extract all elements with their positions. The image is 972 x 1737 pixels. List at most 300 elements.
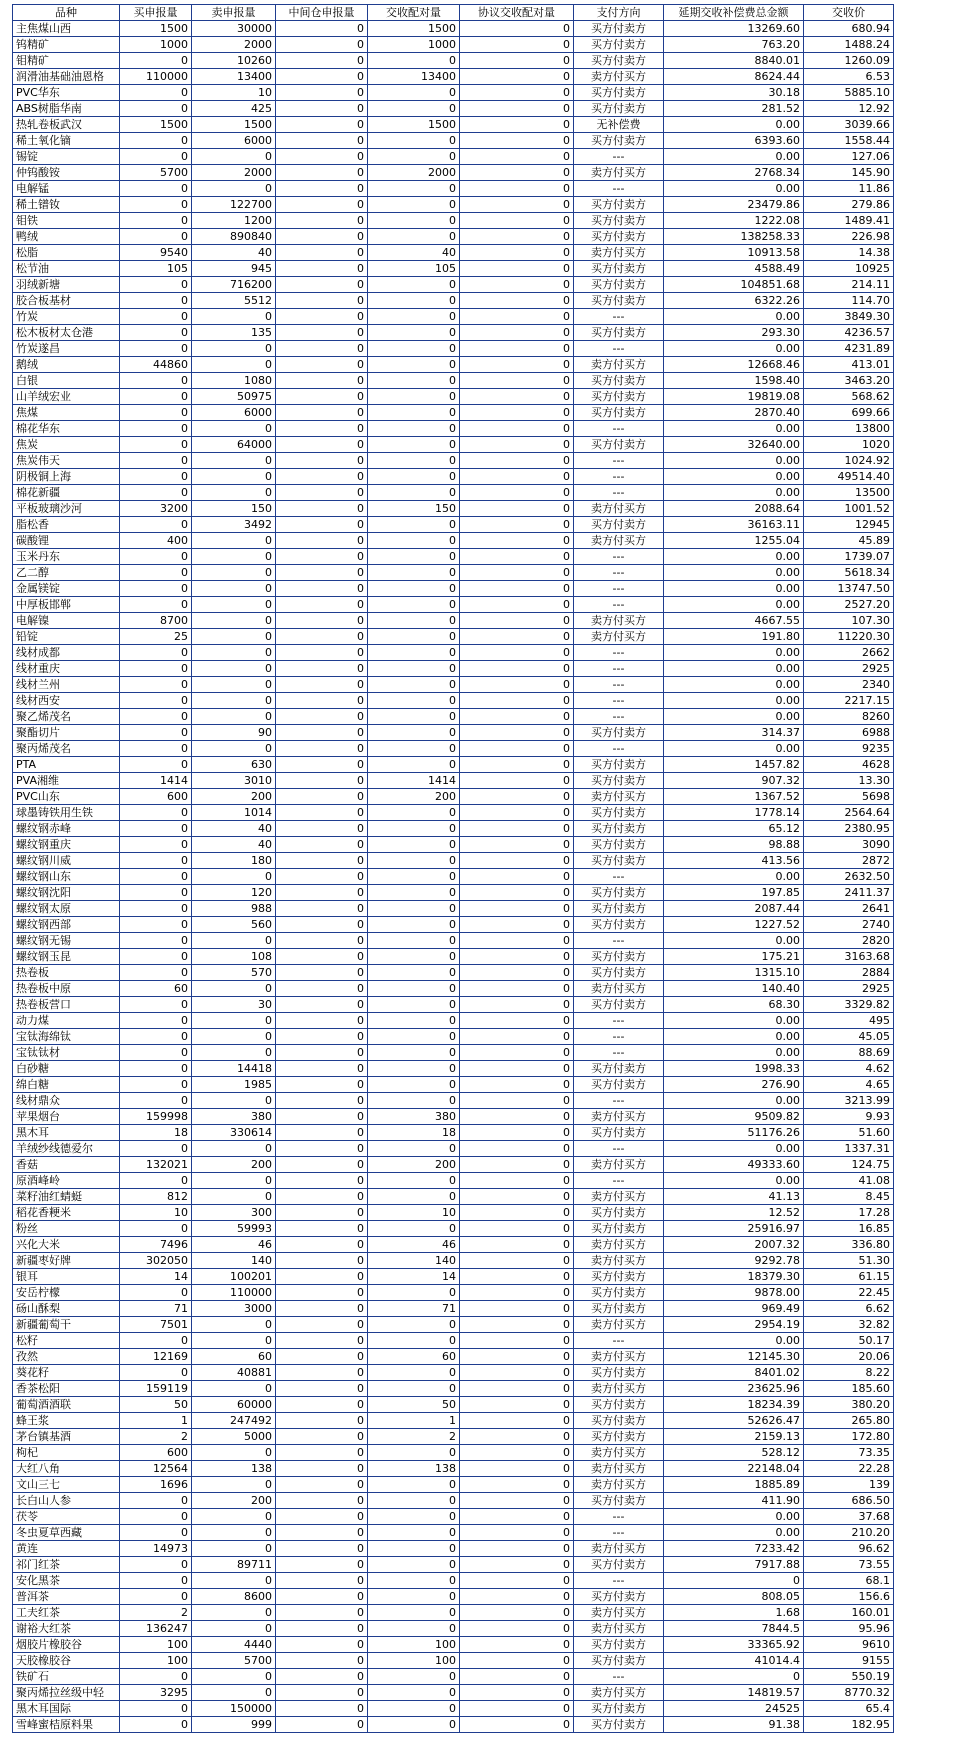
compensation-cell: 6322.26 <box>664 293 804 309</box>
product-name-cell: PVC华东 <box>13 85 120 101</box>
buy-qty-cell: 14 <box>120 1269 192 1285</box>
header-agree: 协议交收配对量 <box>460 5 574 21</box>
sell-qty-cell: 10260 <box>192 53 276 69</box>
mid-qty-cell: 0 <box>276 133 368 149</box>
buy-qty-cell: 136247 <box>120 1621 192 1637</box>
mid-qty-cell: 0 <box>276 1157 368 1173</box>
agree-qty-cell: 0 <box>460 421 574 437</box>
compensation-cell: 1.68 <box>664 1605 804 1621</box>
match-qty-cell: 0 <box>368 1173 460 1189</box>
product-name-cell: 羽绒新塘 <box>13 277 120 293</box>
match-qty-cell: 0 <box>368 997 460 1013</box>
buy-qty-cell: 132021 <box>120 1157 192 1173</box>
match-qty-cell: 0 <box>368 85 460 101</box>
compensation-cell: 1222.08 <box>664 213 804 229</box>
product-name-cell: 黑木耳 <box>13 1125 120 1141</box>
buy-qty-cell: 1000 <box>120 37 192 53</box>
sell-qty-cell: 200 <box>192 1157 276 1173</box>
sell-qty-cell: 89711 <box>192 1557 276 1573</box>
compensation-cell: 2954.19 <box>664 1317 804 1333</box>
agree-qty-cell: 0 <box>460 1445 574 1461</box>
compensation-cell: 4588.49 <box>664 261 804 277</box>
mid-qty-cell: 0 <box>276 277 368 293</box>
agree-qty-cell: 0 <box>460 1397 574 1413</box>
compensation-cell: 91.38 <box>664 1717 804 1733</box>
agree-qty-cell: 0 <box>460 405 574 421</box>
match-qty-cell: 0 <box>368 1509 460 1525</box>
match-qty-cell: 200 <box>368 1157 460 1173</box>
buy-qty-cell: 0 <box>120 1013 192 1029</box>
match-qty-cell: 100 <box>368 1653 460 1669</box>
product-name-cell: 脂松香 <box>13 517 120 533</box>
sell-qty-cell: 0 <box>192 1477 276 1493</box>
mid-qty-cell: 0 <box>276 1413 368 1429</box>
sell-qty-cell: 0 <box>192 677 276 693</box>
delivery-price-cell: 49514.40 <box>804 469 894 485</box>
buy-qty-cell: 3295 <box>120 1685 192 1701</box>
pay-direction-cell: 买方付卖方 <box>574 1269 664 1285</box>
buy-qty-cell: 0 <box>120 677 192 693</box>
mid-qty-cell: 0 <box>276 517 368 533</box>
delivery-price-cell: 14.38 <box>804 245 894 261</box>
pay-direction-cell: 买方付卖方 <box>574 53 664 69</box>
pay-direction-cell: 买方付卖方 <box>574 837 664 853</box>
mid-qty-cell: 0 <box>276 1637 368 1653</box>
delivery-price-cell: 41.08 <box>804 1173 894 1189</box>
pay-direction-cell: 买方付卖方 <box>574 901 664 917</box>
product-name-cell: 松籽 <box>13 1333 120 1349</box>
compensation-cell: 0 <box>664 1669 804 1685</box>
match-qty-cell: 0 <box>368 1605 460 1621</box>
buy-qty-cell: 0 <box>120 1525 192 1541</box>
agree-qty-cell: 0 <box>460 1253 574 1269</box>
table-row <box>13 869 894 885</box>
agree-qty-cell: 0 <box>460 1221 574 1237</box>
agree-qty-cell: 0 <box>460 149 574 165</box>
product-name-cell: 雪峰蜜桔原料果 <box>13 1717 120 1733</box>
pay-direction-cell: 买方付卖方 <box>574 197 664 213</box>
buy-qty-cell: 0 <box>120 853 192 869</box>
pay-direction-cell: --- <box>574 549 664 565</box>
match-qty-cell: 13400 <box>368 69 460 85</box>
product-name-cell: 长白山人参 <box>13 1493 120 1509</box>
buy-qty-cell: 302050 <box>120 1253 192 1269</box>
mid-qty-cell: 0 <box>276 453 368 469</box>
agree-qty-cell: 0 <box>460 1541 574 1557</box>
match-qty-cell: 0 <box>368 1333 460 1349</box>
table-row <box>13 1013 894 1029</box>
match-qty-cell: 0 <box>368 933 460 949</box>
match-qty-cell: 14 <box>368 1269 460 1285</box>
table-row <box>13 373 894 389</box>
mid-qty-cell: 0 <box>276 1701 368 1717</box>
agree-qty-cell: 0 <box>460 1717 574 1733</box>
buy-qty-cell: 18 <box>120 1125 192 1141</box>
product-name-cell: 钼精矿 <box>13 53 120 69</box>
match-qty-cell: 0 <box>368 885 460 901</box>
buy-qty-cell: 0 <box>120 341 192 357</box>
table-row <box>13 245 894 261</box>
buy-qty-cell: 0 <box>120 149 192 165</box>
agree-qty-cell: 0 <box>460 789 574 805</box>
pay-direction-cell: --- <box>574 1173 664 1189</box>
delivery-price-cell: 17.28 <box>804 1205 894 1221</box>
delivery-price-cell: 3163.68 <box>804 949 894 965</box>
compensation-cell: 23625.96 <box>664 1381 804 1397</box>
table-row <box>13 85 894 101</box>
buy-qty-cell: 0 <box>120 757 192 773</box>
pay-direction-cell: 卖方付买方 <box>574 1317 664 1333</box>
agree-qty-cell: 0 <box>460 1141 574 1157</box>
compensation-cell: 18234.39 <box>664 1397 804 1413</box>
compensation-cell: 0.00 <box>664 1509 804 1525</box>
agree-qty-cell: 0 <box>460 53 574 69</box>
sell-qty-cell: 247492 <box>192 1413 276 1429</box>
pay-direction-cell: 买方付卖方 <box>574 965 664 981</box>
table-row <box>13 789 894 805</box>
header-match: 交收配对量 <box>368 5 460 21</box>
pay-direction-cell: 卖方付买方 <box>574 1349 664 1365</box>
table-row <box>13 485 894 501</box>
agree-qty-cell: 0 <box>460 437 574 453</box>
pay-direction-cell: 卖方付买方 <box>574 613 664 629</box>
product-name-cell: 球墨铸铁用生铁 <box>13 805 120 821</box>
product-name-cell: 砀山酥梨 <box>13 1301 120 1317</box>
sell-qty-cell: 5512 <box>192 293 276 309</box>
product-name-cell: 孜然 <box>13 1349 120 1365</box>
match-qty-cell: 150 <box>368 501 460 517</box>
buy-qty-cell: 0 <box>120 997 192 1013</box>
agree-qty-cell: 0 <box>460 1493 574 1509</box>
compensation-cell: 41014.4 <box>664 1653 804 1669</box>
product-name-cell: ABS树脂华南 <box>13 101 120 117</box>
delivery-price-cell: 114.70 <box>804 293 894 309</box>
agree-qty-cell: 0 <box>460 693 574 709</box>
product-name-cell: 阴极铜上海 <box>13 469 120 485</box>
delivery-price-cell: 9155 <box>804 1653 894 1669</box>
product-name-cell: 普洱茶 <box>13 1589 120 1605</box>
delivery-price-cell: 336.80 <box>804 1237 894 1253</box>
mid-qty-cell: 0 <box>276 53 368 69</box>
table-row <box>13 133 894 149</box>
agree-qty-cell: 0 <box>460 485 574 501</box>
mid-qty-cell: 0 <box>276 965 368 981</box>
mid-qty-cell: 0 <box>276 69 368 85</box>
compensation-cell: 1598.40 <box>664 373 804 389</box>
pay-direction-cell: --- <box>574 309 664 325</box>
product-name-cell: 金属镁锭 <box>13 581 120 597</box>
compensation-cell: 8624.44 <box>664 69 804 85</box>
sell-qty-cell: 120 <box>192 885 276 901</box>
sell-qty-cell: 59993 <box>192 1221 276 1237</box>
header-name: 品种 <box>13 5 120 21</box>
header-row <box>13 5 894 21</box>
delivery-price-cell: 2740 <box>804 917 894 933</box>
product-name-cell: 焦煤 <box>13 405 120 421</box>
pay-direction-cell: 买方付卖方 <box>574 133 664 149</box>
product-name-cell: 胶合板基材 <box>13 293 120 309</box>
delivery-price-cell: 495 <box>804 1013 894 1029</box>
delivery-price-cell: 37.68 <box>804 1509 894 1525</box>
delivery-price-cell: 550.19 <box>804 1669 894 1685</box>
pay-direction-cell: 买方付卖方 <box>574 1285 664 1301</box>
delivery-price-cell: 9610 <box>804 1637 894 1653</box>
buy-qty-cell: 3200 <box>120 501 192 517</box>
mid-qty-cell: 0 <box>276 1717 368 1733</box>
sell-qty-cell: 1985 <box>192 1077 276 1093</box>
product-name-cell: 香茶松阳 <box>13 1381 120 1397</box>
header-sell: 卖申报量 <box>192 5 276 21</box>
agree-qty-cell: 0 <box>460 677 574 693</box>
table-row <box>13 1509 894 1525</box>
product-name-cell: 聚丙烯茂名 <box>13 741 120 757</box>
table-row <box>13 405 894 421</box>
match-qty-cell: 0 <box>368 453 460 469</box>
pay-direction-cell: --- <box>574 341 664 357</box>
pay-direction-cell: 买方付卖方 <box>574 997 664 1013</box>
table-row <box>13 357 894 373</box>
table-row <box>13 1109 894 1125</box>
table-row <box>13 821 894 837</box>
compensation-cell: 0.00 <box>664 1333 804 1349</box>
table-row <box>13 149 894 165</box>
agree-qty-cell: 0 <box>460 1157 574 1173</box>
buy-qty-cell: 2 <box>120 1605 192 1621</box>
agree-qty-cell: 0 <box>460 565 574 581</box>
mid-qty-cell: 0 <box>276 165 368 181</box>
delivery-price-cell: 13500 <box>804 485 894 501</box>
match-qty-cell: 0 <box>368 901 460 917</box>
compensation-cell: 763.20 <box>664 37 804 53</box>
table-row <box>13 965 894 981</box>
match-qty-cell: 0 <box>368 341 460 357</box>
product-name-cell: 白银 <box>13 373 120 389</box>
agree-qty-cell: 0 <box>460 1045 574 1061</box>
product-name-cell: 螺纹钢川威 <box>13 853 120 869</box>
sell-qty-cell: 0 <box>192 1141 276 1157</box>
sell-qty-cell: 2000 <box>192 37 276 53</box>
match-qty-cell: 0 <box>368 277 460 293</box>
agree-qty-cell: 0 <box>460 1429 574 1445</box>
mid-qty-cell: 0 <box>276 597 368 613</box>
mid-qty-cell: 0 <box>276 1013 368 1029</box>
table-row <box>13 1717 894 1733</box>
table-row <box>13 581 894 597</box>
product-name-cell: 松节油 <box>13 261 120 277</box>
table-row <box>13 549 894 565</box>
agree-qty-cell: 0 <box>460 1237 574 1253</box>
pay-direction-cell: 买方付卖方 <box>574 1397 664 1413</box>
product-name-cell: 银耳 <box>13 1269 120 1285</box>
sell-qty-cell: 0 <box>192 1093 276 1109</box>
agree-qty-cell: 0 <box>460 1173 574 1189</box>
match-qty-cell: 0 <box>368 1221 460 1237</box>
agree-qty-cell: 0 <box>460 581 574 597</box>
buy-qty-cell: 0 <box>120 805 192 821</box>
sell-qty-cell: 40881 <box>192 1365 276 1381</box>
delivery-price-cell: 6.62 <box>804 1301 894 1317</box>
mid-qty-cell: 0 <box>276 677 368 693</box>
buy-qty-cell: 0 <box>120 1509 192 1525</box>
compensation-cell: 24525 <box>664 1701 804 1717</box>
table-row <box>13 1381 894 1397</box>
sell-qty-cell: 330614 <box>192 1125 276 1141</box>
agree-qty-cell: 0 <box>460 101 574 117</box>
delivery-price-cell: 2872 <box>804 853 894 869</box>
mid-qty-cell: 0 <box>276 1381 368 1397</box>
buy-qty-cell: 0 <box>120 293 192 309</box>
buy-qty-cell: 0 <box>120 1333 192 1349</box>
delivery-price-cell: 2641 <box>804 901 894 917</box>
compensation-cell: 0.00 <box>664 1029 804 1045</box>
delivery-price-cell: 2820 <box>804 933 894 949</box>
pay-direction-cell: 买方付卖方 <box>574 949 664 965</box>
buy-qty-cell: 0 <box>120 1717 192 1733</box>
match-qty-cell: 0 <box>368 1093 460 1109</box>
pay-direction-cell: --- <box>574 1141 664 1157</box>
delivery-price-cell: 6.53 <box>804 69 894 85</box>
sell-qty-cell: 0 <box>192 1541 276 1557</box>
sell-qty-cell: 0 <box>192 709 276 725</box>
mid-qty-cell: 0 <box>276 181 368 197</box>
pay-direction-cell: 卖方付买方 <box>574 629 664 645</box>
agree-qty-cell: 0 <box>460 725 574 741</box>
compensation-cell: 33365.92 <box>664 1637 804 1653</box>
compensation-cell: 9292.78 <box>664 1253 804 1269</box>
table-row <box>13 725 894 741</box>
compensation-cell: 25916.97 <box>664 1221 804 1237</box>
agree-qty-cell: 0 <box>460 1477 574 1493</box>
mid-qty-cell: 0 <box>276 1269 368 1285</box>
buy-qty-cell: 0 <box>120 741 192 757</box>
header-compensation: 延期交收补偿费总金额 <box>664 5 804 21</box>
mid-qty-cell: 0 <box>276 1365 368 1381</box>
pay-direction-cell: 买方付卖方 <box>574 773 664 789</box>
delivery-price-cell: 3463.20 <box>804 373 894 389</box>
sell-qty-cell: 0 <box>192 933 276 949</box>
pay-direction-cell: 买方付卖方 <box>574 1205 664 1221</box>
mid-qty-cell: 0 <box>276 197 368 213</box>
buy-qty-cell: 0 <box>120 693 192 709</box>
table-row <box>13 1029 894 1045</box>
agree-qty-cell: 0 <box>460 853 574 869</box>
pay-direction-cell: --- <box>574 741 664 757</box>
delivery-price-cell: 2662 <box>804 645 894 661</box>
product-name-cell: 热卷板 <box>13 965 120 981</box>
delivery-price-cell: 5885.10 <box>804 85 894 101</box>
agree-qty-cell: 0 <box>460 917 574 933</box>
buy-qty-cell: 0 <box>120 229 192 245</box>
match-qty-cell: 0 <box>368 1621 460 1637</box>
agree-qty-cell: 0 <box>460 1413 574 1429</box>
compensation-cell: 293.30 <box>664 325 804 341</box>
sell-qty-cell: 0 <box>192 869 276 885</box>
product-name-cell: 电解锰 <box>13 181 120 197</box>
agree-qty-cell: 0 <box>460 1077 574 1093</box>
compensation-cell: 2768.34 <box>664 165 804 181</box>
mid-qty-cell: 0 <box>276 101 368 117</box>
match-qty-cell: 0 <box>368 533 460 549</box>
mid-qty-cell: 0 <box>276 37 368 53</box>
product-name-cell: 聚丙烯拉丝级中轻 <box>13 1685 120 1701</box>
delivery-price-cell: 107.30 <box>804 613 894 629</box>
compensation-cell: 14819.57 <box>664 1685 804 1701</box>
compensation-cell: 2159.13 <box>664 1429 804 1445</box>
sell-qty-cell: 60000 <box>192 1397 276 1413</box>
product-name-cell: 新疆葡萄干 <box>13 1317 120 1333</box>
compensation-cell: 0.00 <box>664 1045 804 1061</box>
header-mid: 中间仓申报量 <box>276 5 368 21</box>
buy-qty-cell: 0 <box>120 869 192 885</box>
product-name-cell: 竹炭遂昌 <box>13 341 120 357</box>
sell-qty-cell: 0 <box>192 597 276 613</box>
compensation-cell: 65.12 <box>664 821 804 837</box>
buy-qty-cell: 600 <box>120 789 192 805</box>
pay-direction-cell: --- <box>574 181 664 197</box>
agree-qty-cell: 0 <box>460 453 574 469</box>
product-name-cell: 绵白糖 <box>13 1077 120 1093</box>
match-qty-cell: 1500 <box>368 21 460 37</box>
mid-qty-cell: 0 <box>276 1093 368 1109</box>
sell-qty-cell: 1014 <box>192 805 276 821</box>
product-name-cell: 烟胶片橡胶谷 <box>13 1637 120 1653</box>
product-name-cell: 兴化大米 <box>13 1237 120 1253</box>
sell-qty-cell: 0 <box>192 1173 276 1189</box>
delivery-price-cell: 279.86 <box>804 197 894 213</box>
mid-qty-cell: 0 <box>276 885 368 901</box>
pay-direction-cell: 卖方付买方 <box>574 1541 664 1557</box>
mid-qty-cell: 0 <box>276 117 368 133</box>
delivery-price-cell: 22.28 <box>804 1461 894 1477</box>
match-qty-cell: 0 <box>368 389 460 405</box>
product-name-cell: 线材重庆 <box>13 661 120 677</box>
product-name-cell: 螺纹钢沈阳 <box>13 885 120 901</box>
buy-qty-cell: 0 <box>120 645 192 661</box>
mid-qty-cell: 0 <box>276 741 368 757</box>
delivery-price-cell: 413.01 <box>804 357 894 373</box>
agree-qty-cell: 0 <box>460 1109 574 1125</box>
compensation-cell: 12145.30 <box>664 1349 804 1365</box>
product-name-cell: 铅锭 <box>13 629 120 645</box>
sell-qty-cell: 40 <box>192 837 276 853</box>
agree-qty-cell: 0 <box>460 805 574 821</box>
table-row <box>13 997 894 1013</box>
compensation-cell: 0.00 <box>664 677 804 693</box>
product-name-cell: 主焦煤山西 <box>13 21 120 37</box>
table-row <box>13 1253 894 1269</box>
product-name-cell: 螺纹钢玉昆 <box>13 949 120 965</box>
pay-direction-cell: 卖方付买方 <box>574 165 664 181</box>
compensation-cell: 281.52 <box>664 101 804 117</box>
pay-direction-cell: 买方付卖方 <box>574 389 664 405</box>
delivery-price-cell: 50.17 <box>804 1333 894 1349</box>
product-name-cell: 螺纹钢西部 <box>13 917 120 933</box>
product-name-cell: 热卷板营口 <box>13 997 120 1013</box>
sell-qty-cell: 890840 <box>192 229 276 245</box>
agree-qty-cell: 0 <box>460 245 574 261</box>
compensation-cell: 1315.10 <box>664 965 804 981</box>
compensation-cell: 68.30 <box>664 997 804 1013</box>
sell-qty-cell: 0 <box>192 661 276 677</box>
buy-qty-cell: 0 <box>120 53 192 69</box>
sell-qty-cell: 0 <box>192 629 276 645</box>
compensation-cell: 0.00 <box>664 469 804 485</box>
mid-qty-cell: 0 <box>276 1253 368 1269</box>
match-qty-cell: 1500 <box>368 117 460 133</box>
mid-qty-cell: 0 <box>276 693 368 709</box>
compensation-cell: 1457.82 <box>664 757 804 773</box>
table-row <box>13 453 894 469</box>
